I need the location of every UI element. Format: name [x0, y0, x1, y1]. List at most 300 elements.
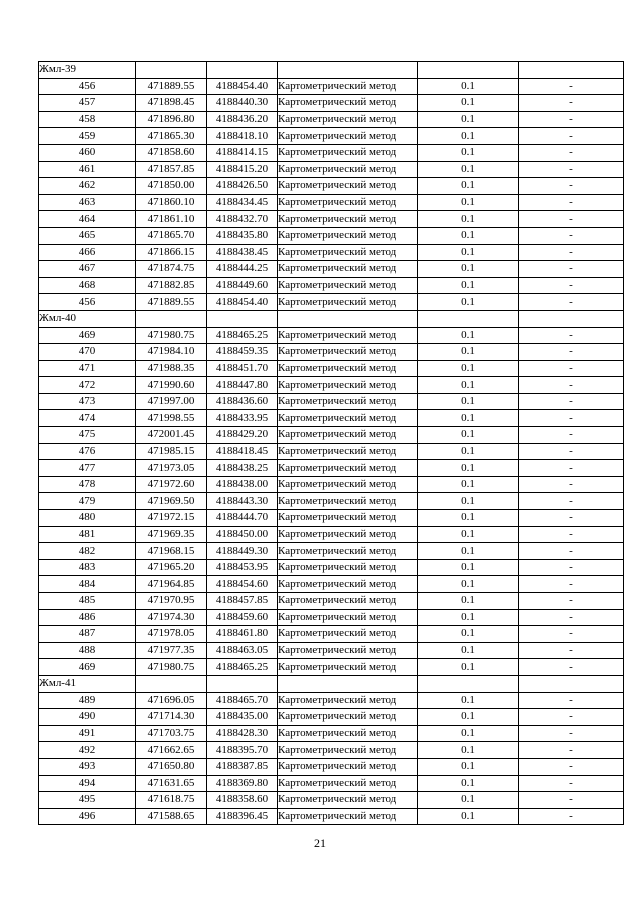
method-cell: Картометрический метод [278, 775, 418, 792]
accuracy-cell: 0.1 [418, 78, 519, 95]
note-cell: - [519, 742, 624, 759]
point-number-cell: 475 [39, 427, 136, 444]
table-row [39, 78, 624, 95]
note-cell: - [519, 526, 624, 543]
y-coordinate-cell: 4188461.80 [207, 626, 278, 643]
accuracy-cell: 0.1 [418, 178, 519, 195]
note-cell: - [519, 178, 624, 195]
point-number-cell: 485 [39, 593, 136, 610]
method-cell: Картометрический метод [278, 227, 418, 244]
accuracy-cell: 0.1 [418, 327, 519, 344]
note-cell: - [519, 692, 624, 709]
y-coordinate-cell: 4188438.25 [207, 460, 278, 477]
point-number-cell: 476 [39, 443, 136, 460]
table-row [39, 227, 624, 244]
y-coordinate-cell: 4188447.80 [207, 377, 278, 394]
table-row [39, 261, 624, 278]
note-cell: - [519, 642, 624, 659]
accuracy-cell: 0.1 [418, 410, 519, 427]
x-coordinate-cell: 471618.75 [136, 792, 207, 809]
method-cell: Картометрический метод [278, 742, 418, 759]
y-coordinate-cell: 4188443.30 [207, 493, 278, 510]
note-cell: - [519, 775, 624, 792]
y-coordinate-cell: 4188465.25 [207, 327, 278, 344]
method-cell: Картометрический метод [278, 543, 418, 560]
x-coordinate-cell: 471978.05 [136, 626, 207, 643]
x-coordinate-cell: 471972.60 [136, 476, 207, 493]
note-cell: - [519, 659, 624, 676]
point-number-cell: 463 [39, 194, 136, 211]
table-row [39, 493, 624, 510]
accuracy-cell: 0.1 [418, 576, 519, 593]
point-number-cell: 479 [39, 493, 136, 510]
x-coordinate-cell: 471984.10 [136, 344, 207, 361]
note-cell: - [519, 808, 624, 825]
point-number-cell: 456 [39, 78, 136, 95]
group-label: Жмл-41 [39, 675, 136, 692]
x-coordinate-cell: 471998.55 [136, 410, 207, 427]
x-coordinate-cell: 471714.30 [136, 709, 207, 726]
table-row [39, 725, 624, 742]
empty-cell [136, 62, 207, 79]
x-coordinate-cell: 471974.30 [136, 609, 207, 626]
x-coordinate-cell: 471969.35 [136, 526, 207, 543]
accuracy-cell: 0.1 [418, 393, 519, 410]
method-cell: Картометрический метод [278, 194, 418, 211]
method-cell: Картометрический метод [278, 128, 418, 145]
y-coordinate-cell: 4188453.95 [207, 559, 278, 576]
y-coordinate-cell: 4188358.60 [207, 792, 278, 809]
accuracy-cell: 0.1 [418, 725, 519, 742]
accuracy-cell: 0.1 [418, 244, 519, 261]
method-cell: Картометрический метод [278, 277, 418, 294]
note-cell: - [519, 261, 624, 278]
accuracy-cell: 0.1 [418, 626, 519, 643]
note-cell: - [519, 144, 624, 161]
point-number-cell: 456 [39, 294, 136, 311]
accuracy-cell: 0.1 [418, 211, 519, 228]
method-cell: Картометрический метод [278, 78, 418, 95]
table-row [39, 476, 624, 493]
x-coordinate-cell: 471988.35 [136, 360, 207, 377]
x-coordinate-cell: 471964.85 [136, 576, 207, 593]
point-number-cell: 483 [39, 559, 136, 576]
table-row [39, 410, 624, 427]
table-row [39, 211, 624, 228]
group-label: Жмл-40 [39, 310, 136, 327]
note-cell: - [519, 194, 624, 211]
group-label: Жмл-39 [39, 62, 136, 79]
x-coordinate-cell: 471970.95 [136, 593, 207, 610]
x-coordinate-cell: 471866.15 [136, 244, 207, 261]
x-coordinate-cell: 471696.05 [136, 692, 207, 709]
y-coordinate-cell: 4188459.60 [207, 609, 278, 626]
table-row [39, 659, 624, 676]
point-number-cell: 489 [39, 692, 136, 709]
method-cell: Картометрический метод [278, 95, 418, 112]
accuracy-cell: 0.1 [418, 609, 519, 626]
table-row [39, 294, 624, 311]
y-coordinate-cell: 4188387.85 [207, 758, 278, 775]
empty-cell [278, 62, 418, 79]
note-cell: - [519, 244, 624, 261]
y-coordinate-cell: 4188369.80 [207, 775, 278, 792]
y-coordinate-cell: 4188438.45 [207, 244, 278, 261]
x-coordinate-cell: 471980.75 [136, 327, 207, 344]
note-cell: - [519, 443, 624, 460]
x-coordinate-cell: 471972.15 [136, 510, 207, 527]
note-cell: - [519, 460, 624, 477]
method-cell: Картометрический метод [278, 244, 418, 261]
method-cell: Картометрический метод [278, 593, 418, 610]
note-cell: - [519, 709, 624, 726]
accuracy-cell: 0.1 [418, 427, 519, 444]
y-coordinate-cell: 4188435.00 [207, 709, 278, 726]
table-row [39, 327, 624, 344]
y-coordinate-cell: 4188454.40 [207, 78, 278, 95]
point-number-cell: 482 [39, 543, 136, 560]
note-cell: - [519, 476, 624, 493]
x-coordinate-cell: 471977.35 [136, 642, 207, 659]
y-coordinate-cell: 4188434.45 [207, 194, 278, 211]
method-cell: Картометрический метод [278, 609, 418, 626]
point-number-cell: 473 [39, 393, 136, 410]
table-row [39, 344, 624, 361]
empty-cell [418, 310, 519, 327]
point-number-cell: 487 [39, 626, 136, 643]
point-number-cell: 491 [39, 725, 136, 742]
point-number-cell: 471 [39, 360, 136, 377]
method-cell: Картометрический метод [278, 211, 418, 228]
y-coordinate-cell: 4188459.35 [207, 344, 278, 361]
y-coordinate-cell: 4188436.20 [207, 111, 278, 128]
y-coordinate-cell: 4188435.80 [207, 227, 278, 244]
note-cell: - [519, 277, 624, 294]
accuracy-cell: 0.1 [418, 460, 519, 477]
accuracy-cell: 0.1 [418, 476, 519, 493]
method-cell: Картометрический метод [278, 327, 418, 344]
accuracy-cell: 0.1 [418, 758, 519, 775]
note-cell: - [519, 593, 624, 610]
accuracy-cell: 0.1 [418, 510, 519, 527]
table-row [39, 543, 624, 560]
table-row [39, 427, 624, 444]
x-coordinate-cell: 471865.30 [136, 128, 207, 145]
y-coordinate-cell: 4188418.10 [207, 128, 278, 145]
x-coordinate-cell: 471969.50 [136, 493, 207, 510]
y-coordinate-cell: 4188440.30 [207, 95, 278, 112]
point-number-cell: 484 [39, 576, 136, 593]
table-row [39, 277, 624, 294]
note-cell: - [519, 493, 624, 510]
accuracy-cell: 0.1 [418, 360, 519, 377]
point-number-cell: 468 [39, 277, 136, 294]
note-cell: - [519, 128, 624, 145]
method-cell: Картометрический метод [278, 344, 418, 361]
x-coordinate-cell: 471968.15 [136, 543, 207, 560]
method-cell: Картометрический метод [278, 360, 418, 377]
y-coordinate-cell: 4188433.95 [207, 410, 278, 427]
y-coordinate-cell: 4188454.60 [207, 576, 278, 593]
coordinates-table-body [39, 62, 624, 825]
accuracy-cell: 0.1 [418, 144, 519, 161]
table-row [39, 742, 624, 759]
point-number-cell: 462 [39, 178, 136, 195]
group-header-row [39, 62, 624, 79]
method-cell: Картометрический метод [278, 410, 418, 427]
point-number-cell: 464 [39, 211, 136, 228]
table-row [39, 559, 624, 576]
method-cell: Картометрический метод [278, 294, 418, 311]
point-number-cell: 480 [39, 510, 136, 527]
x-coordinate-cell: 471980.75 [136, 659, 207, 676]
x-coordinate-cell: 471858.60 [136, 144, 207, 161]
method-cell: Картометрический метод [278, 178, 418, 195]
table-row [39, 178, 624, 195]
empty-cell [278, 675, 418, 692]
x-coordinate-cell: 471874.75 [136, 261, 207, 278]
note-cell: - [519, 559, 624, 576]
y-coordinate-cell: 4188465.25 [207, 659, 278, 676]
x-coordinate-cell: 471861.10 [136, 211, 207, 228]
point-number-cell: 494 [39, 775, 136, 792]
point-number-cell: 469 [39, 327, 136, 344]
method-cell: Картометрический метод [278, 692, 418, 709]
y-coordinate-cell: 4188457.85 [207, 593, 278, 610]
accuracy-cell: 0.1 [418, 277, 519, 294]
table-row [39, 792, 624, 809]
point-number-cell: 457 [39, 95, 136, 112]
accuracy-cell: 0.1 [418, 111, 519, 128]
x-coordinate-cell: 471997.00 [136, 393, 207, 410]
point-number-cell: 490 [39, 709, 136, 726]
table-row [39, 758, 624, 775]
y-coordinate-cell: 4188454.40 [207, 294, 278, 311]
x-coordinate-cell: 471889.55 [136, 78, 207, 95]
accuracy-cell: 0.1 [418, 161, 519, 178]
table-row [39, 144, 624, 161]
x-coordinate-cell: 472001.45 [136, 427, 207, 444]
method-cell: Картометрический метод [278, 460, 418, 477]
accuracy-cell: 0.1 [418, 792, 519, 809]
empty-cell [136, 310, 207, 327]
x-coordinate-cell: 471898.45 [136, 95, 207, 112]
method-cell: Картометрический метод [278, 758, 418, 775]
y-coordinate-cell: 4188463.05 [207, 642, 278, 659]
method-cell: Картометрический метод [278, 559, 418, 576]
y-coordinate-cell: 4188418.45 [207, 443, 278, 460]
method-cell: Картометрический метод [278, 443, 418, 460]
method-cell: Картометрический метод [278, 808, 418, 825]
table-row [39, 95, 624, 112]
x-coordinate-cell: 471896.80 [136, 111, 207, 128]
x-coordinate-cell: 471865.70 [136, 227, 207, 244]
note-cell: - [519, 327, 624, 344]
y-coordinate-cell: 4188436.60 [207, 393, 278, 410]
accuracy-cell: 0.1 [418, 493, 519, 510]
point-number-cell: 466 [39, 244, 136, 261]
x-coordinate-cell: 471965.20 [136, 559, 207, 576]
accuracy-cell: 0.1 [418, 559, 519, 576]
accuracy-cell: 0.1 [418, 377, 519, 394]
x-coordinate-cell: 471857.85 [136, 161, 207, 178]
method-cell: Картометрический метод [278, 725, 418, 742]
x-coordinate-cell: 471985.15 [136, 443, 207, 460]
table-row [39, 161, 624, 178]
point-number-cell: 461 [39, 161, 136, 178]
table-row [39, 642, 624, 659]
accuracy-cell: 0.1 [418, 659, 519, 676]
table-row [39, 609, 624, 626]
accuracy-cell: 0.1 [418, 642, 519, 659]
note-cell: - [519, 78, 624, 95]
y-coordinate-cell: 4188426.50 [207, 178, 278, 195]
note-cell: - [519, 427, 624, 444]
method-cell: Картометрический метод [278, 144, 418, 161]
note-cell: - [519, 95, 624, 112]
accuracy-cell: 0.1 [418, 443, 519, 460]
accuracy-cell: 0.1 [418, 543, 519, 560]
empty-cell [519, 310, 624, 327]
note-cell: - [519, 377, 624, 394]
empty-cell [207, 675, 278, 692]
note-cell: - [519, 609, 624, 626]
table-row [39, 244, 624, 261]
table-row [39, 111, 624, 128]
method-cell: Картометрический метод [278, 393, 418, 410]
point-number-cell: 495 [39, 792, 136, 809]
table-row [39, 526, 624, 543]
x-coordinate-cell: 471650.80 [136, 758, 207, 775]
method-cell: Картометрический метод [278, 377, 418, 394]
empty-cell [207, 62, 278, 79]
note-cell: - [519, 360, 624, 377]
note-cell: - [519, 211, 624, 228]
y-coordinate-cell: 4188395.70 [207, 742, 278, 759]
point-number-cell: 486 [39, 609, 136, 626]
y-coordinate-cell: 4188444.70 [207, 510, 278, 527]
x-coordinate-cell: 471973.05 [136, 460, 207, 477]
method-cell: Картометрический метод [278, 576, 418, 593]
note-cell: - [519, 410, 624, 427]
page-number: 21 [314, 836, 326, 850]
y-coordinate-cell: 4188444.25 [207, 261, 278, 278]
accuracy-cell: 0.1 [418, 742, 519, 759]
accuracy-cell: 0.1 [418, 227, 519, 244]
x-coordinate-cell: 471850.00 [136, 178, 207, 195]
point-number-cell: 493 [39, 758, 136, 775]
accuracy-cell: 0.1 [418, 261, 519, 278]
point-number-cell: 458 [39, 111, 136, 128]
method-cell: Картометрический метод [278, 476, 418, 493]
y-coordinate-cell: 4188396.45 [207, 808, 278, 825]
y-coordinate-cell: 4188415.20 [207, 161, 278, 178]
note-cell: - [519, 344, 624, 361]
empty-cell [519, 62, 624, 79]
method-cell: Картометрический метод [278, 427, 418, 444]
point-number-cell: 469 [39, 659, 136, 676]
note-cell: - [519, 576, 624, 593]
method-cell: Картометрический метод [278, 510, 418, 527]
accuracy-cell: 0.1 [418, 194, 519, 211]
group-header-row [39, 310, 624, 327]
point-number-cell: 470 [39, 344, 136, 361]
table-row [39, 443, 624, 460]
x-coordinate-cell: 471889.55 [136, 294, 207, 311]
method-cell: Картометрический метод [278, 161, 418, 178]
point-number-cell: 478 [39, 476, 136, 493]
y-coordinate-cell: 4188432.70 [207, 211, 278, 228]
accuracy-cell: 0.1 [418, 128, 519, 145]
method-cell: Картометрический метод [278, 659, 418, 676]
y-coordinate-cell: 4188428.30 [207, 725, 278, 742]
point-number-cell: 472 [39, 377, 136, 394]
method-cell: Картометрический метод [278, 493, 418, 510]
table-row [39, 808, 624, 825]
note-cell: - [519, 161, 624, 178]
table-row [39, 194, 624, 211]
point-number-cell: 460 [39, 144, 136, 161]
table-row [39, 510, 624, 527]
point-number-cell: 488 [39, 642, 136, 659]
x-coordinate-cell: 471703.75 [136, 725, 207, 742]
note-cell: - [519, 725, 624, 742]
point-number-cell: 459 [39, 128, 136, 145]
y-coordinate-cell: 4188438.00 [207, 476, 278, 493]
empty-cell [278, 310, 418, 327]
empty-cell [519, 675, 624, 692]
table-row [39, 576, 624, 593]
note-cell: - [519, 111, 624, 128]
accuracy-cell: 0.1 [418, 775, 519, 792]
table-row [39, 360, 624, 377]
point-number-cell: 496 [39, 808, 136, 825]
note-cell: - [519, 758, 624, 775]
method-cell: Картометрический метод [278, 261, 418, 278]
empty-cell [136, 675, 207, 692]
table-row [39, 460, 624, 477]
accuracy-cell: 0.1 [418, 593, 519, 610]
y-coordinate-cell: 4188449.60 [207, 277, 278, 294]
point-number-cell: 467 [39, 261, 136, 278]
method-cell: Картометрический метод [278, 111, 418, 128]
note-cell: - [519, 510, 624, 527]
y-coordinate-cell: 4188414.15 [207, 144, 278, 161]
table-row [39, 626, 624, 643]
y-coordinate-cell: 4188465.70 [207, 692, 278, 709]
note-cell: - [519, 294, 624, 311]
accuracy-cell: 0.1 [418, 526, 519, 543]
y-coordinate-cell: 4188451.70 [207, 360, 278, 377]
method-cell: Картометрический метод [278, 792, 418, 809]
accuracy-cell: 0.1 [418, 692, 519, 709]
point-number-cell: 492 [39, 742, 136, 759]
method-cell: Картометрический метод [278, 709, 418, 726]
note-cell: - [519, 792, 624, 809]
table-row [39, 709, 624, 726]
accuracy-cell: 0.1 [418, 294, 519, 311]
empty-cell [207, 310, 278, 327]
x-coordinate-cell: 471860.10 [136, 194, 207, 211]
empty-cell [418, 675, 519, 692]
group-header-row [39, 675, 624, 692]
method-cell: Картометрический метод [278, 626, 418, 643]
note-cell: - [519, 393, 624, 410]
empty-cell [418, 62, 519, 79]
x-coordinate-cell: 471662.65 [136, 742, 207, 759]
point-number-cell: 474 [39, 410, 136, 427]
table-row [39, 692, 624, 709]
